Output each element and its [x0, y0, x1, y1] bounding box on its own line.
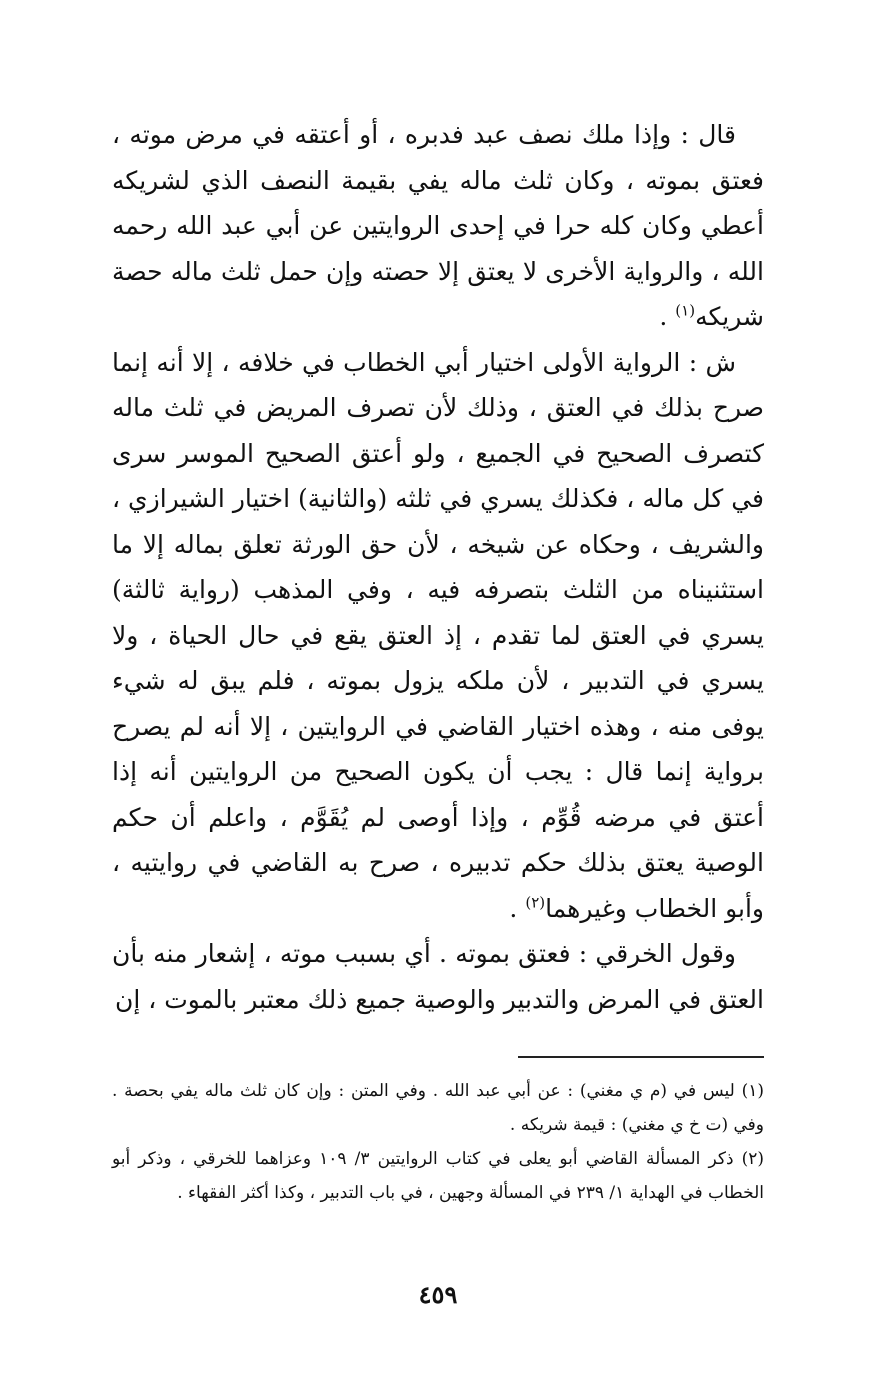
paragraph-2-text: ش : الرواية الأولى اختيار أبي الخطاب في خلافه ، إلا أنه إنما صرح بذلك في العتق ، وذلك لأن تصرف المريض في ثلث ماله كتصرف الصحيح في الجميع ، ولو أعتق الصحيح الموسر سرى في كل ماله ، فكذلك يسري في ثلثه (والثانية) اختيار الشيرازي ، والشريف ، وحكاه عن شيخه ، لأن حق الورثة تعلق بماله إلا ما استثنيناه من الثلث بتصرفه فيه ، وفي المذهب (رواية ثالثة) يسري في العتق لما تقدم ، إذ العتق يقع في حال الحياة ، ولا يسري في التدبير ، لأن ملكه يزول بموته ، فلم يبق له شيء يوفى منه ، وهذه اختيار القاضي في الروايتين ، إلا أنه لم يصرح برواية إنما قال : يجب أن يكون الصحيح من الروايتين أنه إذا أعتق في مرضه قُوِّم ، وإذا أوصى لم يُقَوَّم ، واعلم أن حكم الوصية يعتق بذلك حكم تدبيره ، صرح به القاضي في روايتيه ، وأبو الخطاب وغيرهما	[112, 347, 764, 923]
paragraph-2	[112, 340, 764, 932]
paragraph-1-end: .	[659, 302, 676, 331]
paragraph-1-text: قال : وإذا ملك نصف عبد فدبره ، أو أعتقه في مرض موته ، فعتق بموته ، وكان ثلث ماله يفي بقيمة النصف الذي لشريكه أعطي وكان كله حرا في إحدى الروايتين عن أبي عبد الله رحمه الله ، والرواية الأخرى لا يعتق إلا حصته وإن حمل ثلث ماله حصة شريكه	[112, 120, 764, 331]
footnote-ref-1[interactable]: (١)	[675, 301, 696, 320]
paragraph-2-end: .	[509, 893, 526, 923]
footnote-1: (١) ليس في (م ي مغني) : عن أبي عبد الله . وفي المتن : وإن كان ثلث ماله يفي بحصة . وفي (ت خ ي مغني) : قيمة شريكه .	[112, 1081, 764, 1135]
footnotes	[112, 1074, 764, 1210]
paragraph-3-text: وقول الخرقي : فعتق بموته . أي بسبب موته ، إشعار منه بأن العتق في المرض والتدبير والوصية جميع ذلك معتبر بالموت ، إن	[112, 939, 764, 1014]
page-number: ٤٥٩	[418, 1280, 458, 1309]
paragraph-1	[112, 112, 764, 340]
book-page	[112, 112, 764, 1352]
footnote-ref-2[interactable]: (٢)	[525, 893, 546, 912]
footnote-2: (٢) ذكر المسألة القاضي أبو يعلى في كتاب الروايتين ٣/ ١٠٩ وعزاهما للخرقي ، وذكر أبو الخطاب في الهداية ١/ ٢٣٩ في المسألة وجهين ، في باب التدبير ، وكذا أكثر الفقهاء .	[112, 1149, 764, 1203]
paragraph-3	[112, 931, 764, 1022]
footnote-divider	[518, 1056, 764, 1058]
main-text	[112, 112, 764, 1022]
